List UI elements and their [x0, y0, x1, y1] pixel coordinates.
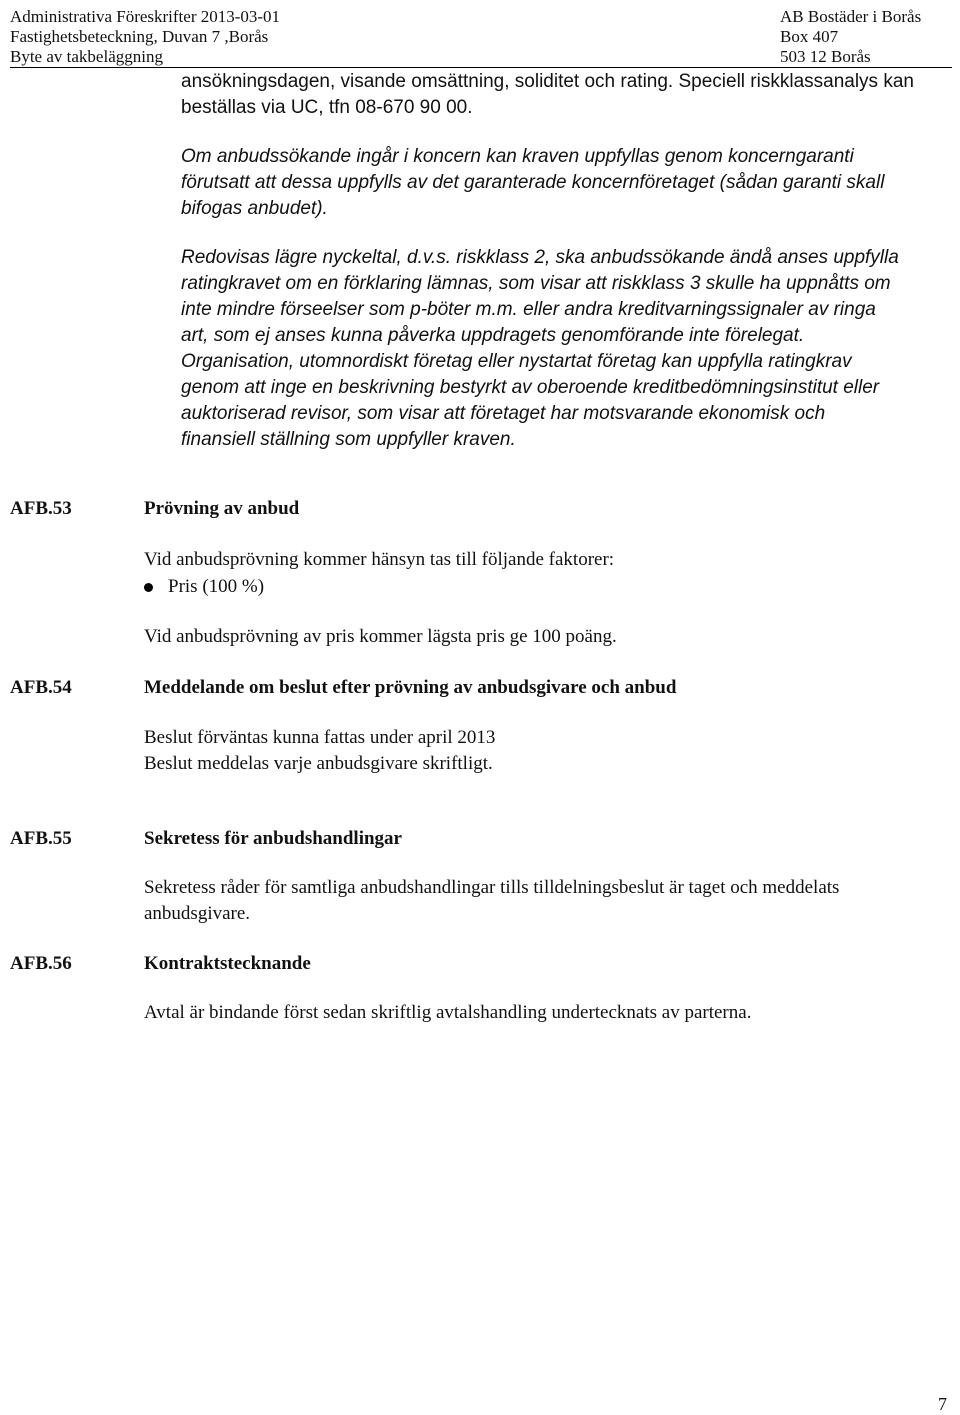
text-line: Beslut meddelas varje anbudsgivare skriftligt. [144, 753, 493, 774]
text-line: Redovisas lägre nyckeltal, d.v.s. riskklass 2, ska anbudssökande ändå anses uppfylla [181, 247, 899, 268]
text-line: Organisation, utomnordiskt företag eller nystartat företag kan uppfylla ratingkrav [181, 351, 852, 372]
text-line: inte mindre förseelser som p-böter m.m. eller andra kreditvarningssignaler av ringa [181, 299, 876, 320]
afb53-bullet-text: Pris (100 %) [168, 576, 265, 597]
text-line: auktoriserad revisor, som visar att företaget har motsvarande ekonomisk och [181, 403, 826, 424]
afb54-text [144, 725, 495, 777]
concern-guarantee-paragraph [181, 144, 884, 222]
text-line: finansiell ställning som uppfyller kraven. [181, 429, 516, 450]
page-number: 7 [938, 1394, 947, 1414]
afb53-intro: Vid anbudsprövning kommer hänsyn tas till följande faktorer: [144, 549, 615, 570]
section-number-afb55: AFB.55 [10, 828, 72, 849]
section-number-afb54: AFB.54 [10, 677, 72, 698]
text-line: bifogas anbudet). [181, 198, 328, 219]
text-line: Sekretess råder för samtliga anbudshandlingar tills tilldelningsbeslut är taget och meddelats [144, 877, 840, 898]
afb55-text [144, 875, 839, 927]
header-postal-city: 503 12 Borås [780, 47, 871, 66]
afb56-text: Avtal är bindande först sedan skriftlig avtalshandling undertecknats av parterna. [144, 1002, 752, 1023]
header-document-title: Administrativa Föreskrifter 2013-03-01 [10, 7, 281, 26]
header-project-name: Byte av takbeläggning [10, 47, 163, 66]
text-line: anbudsgivare. [144, 903, 251, 924]
text-line: ansökningsdagen, visande omsättning, soliditet och rating. Speciell riskklassanalys kan [181, 71, 914, 92]
header-divider [10, 67, 952, 68]
section-title-afb53: Prövning av anbud [144, 498, 300, 519]
text-line: Om anbudssökande ingår i koncern kan kraven uppfyllas genom koncerngaranti [181, 146, 854, 167]
bullet-icon [144, 583, 153, 592]
afb53-note: Vid anbudsprövning av pris kommer lägsta pris ge 100 poäng. [144, 626, 617, 647]
section-title-afb54: Meddelande om beslut efter prövning av anbudsgivare och anbud [144, 677, 677, 698]
text-line: genom att inge en beskrivning bestyrkt av oberoende kreditbedömningsinstitut eller [181, 377, 880, 398]
text-line: Beslut förväntas kunna fattas under april 2013 [144, 727, 496, 748]
afb53-bullet-item [144, 574, 264, 600]
header-company-name: AB Bostäder i Borås [780, 7, 922, 26]
section-title-afb55: Sekretess för anbudshandlingar [144, 828, 402, 849]
text-line: beställas via UC, tfn 08-670 90 00. [181, 97, 473, 118]
header-property-designation: Fastighetsbeteckning, Duvan 7 ,Borås [10, 27, 269, 46]
header-postal-box: Box 407 [780, 27, 839, 46]
rating-requirement-paragraph [181, 245, 899, 453]
intro-paragraph [181, 69, 914, 121]
page-header [0, 0, 960, 72]
section-number-afb56: AFB.56 [10, 953, 72, 974]
text-line: förutsatt att dessa uppfylls av det garanterade koncernföretaget (sådan garanti skall [181, 172, 885, 193]
section-title-afb56: Kontraktstecknande [144, 953, 311, 974]
text-line: art, som ej anses kunna påverka uppdragets genomförande inte förelegat. [181, 325, 805, 346]
section-number-afb53: AFB.53 [10, 498, 72, 519]
text-line: ratingkravet om en förklaring lämnas, som visar att riskklass 3 skulle ha uppnåtts om [181, 273, 891, 294]
